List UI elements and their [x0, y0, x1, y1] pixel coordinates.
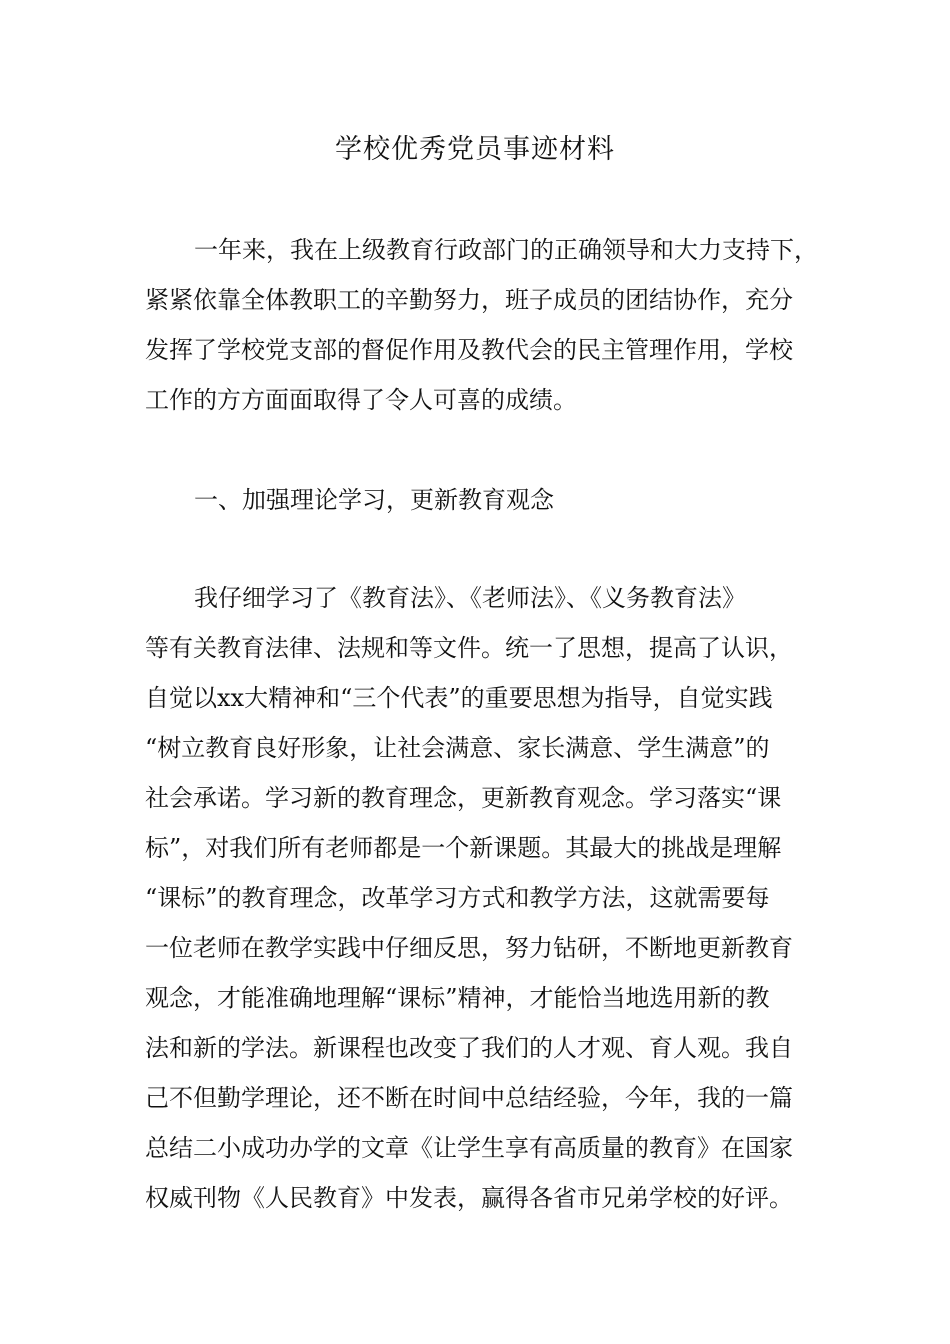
paragraph-line: 观念，才能准确地理解“课标”精神，才能恰当地选用新的教 — [145, 984, 770, 1012]
paragraph-line: 一年来，我在上级教育行政部门的正确领导和大力支持下， — [194, 236, 818, 264]
paragraph-line: 紧紧依靠全体教职工的辛勤努力，班子成员的团结协作，充分 — [145, 286, 793, 314]
paragraph-line: 我仔细学习了《教育法》、《老师法》、《义务教育法》 — [194, 584, 746, 612]
paragraph-line: 一位老师在教学实践中仔细反思，努力钻研，不断地更新教育 — [145, 934, 793, 962]
paragraph-line: 法和新的学法。新课程也改变了我们的人才观、育人观。我自 — [145, 1034, 793, 1062]
paragraph-line: “课标”的教育理念，改革学习方式和教学方法，这就需要每 — [145, 884, 770, 912]
paragraph-line: 工作的方方面面取得了令人可喜的成绩。 — [145, 386, 577, 414]
paragraph-line: 标”，对我们所有老师都是一个新课题。其最大的挑战是理解 — [145, 834, 782, 862]
paragraph-line: 权威刊物《人民教育》中发表，赢得各省市兄弟学校的好评。 — [145, 1184, 793, 1212]
paragraph-line: “树立教育良好形象，让社会满意、家长满意、学生满意”的 — [145, 734, 770, 762]
paragraph-line: 己不但勤学理论，还不断在时间中总结经验，今年，我的一篇 — [145, 1084, 793, 1112]
paragraph-line: 社会承诺。学习新的教育理念，更新教育观念。学习落实“课 — [145, 784, 782, 812]
section-heading-text: 一、加强理论学习，更新教育观念 — [194, 486, 554, 514]
paragraph-theory-study — [145, 573, 835, 1223]
paragraph-line: 等有关教育法律、法规和等文件。统一了思想，提高了认识， — [145, 634, 793, 662]
section-heading — [145, 475, 835, 525]
paragraph-line: 发挥了学校党支部的督促作用及教代会的民主管理作用，学校 — [145, 336, 793, 364]
paragraph-line: 总结二小成功办学的文章《让学生享有高质量的教育》在国家 — [145, 1134, 793, 1162]
paragraph-intro — [145, 225, 835, 425]
document-title: 学校优秀党员事迹材料 — [335, 134, 615, 165]
paragraph-line: 自觉以xx大精神和“三个代表”的重要思想为指导，自觉实践 — [145, 684, 773, 712]
